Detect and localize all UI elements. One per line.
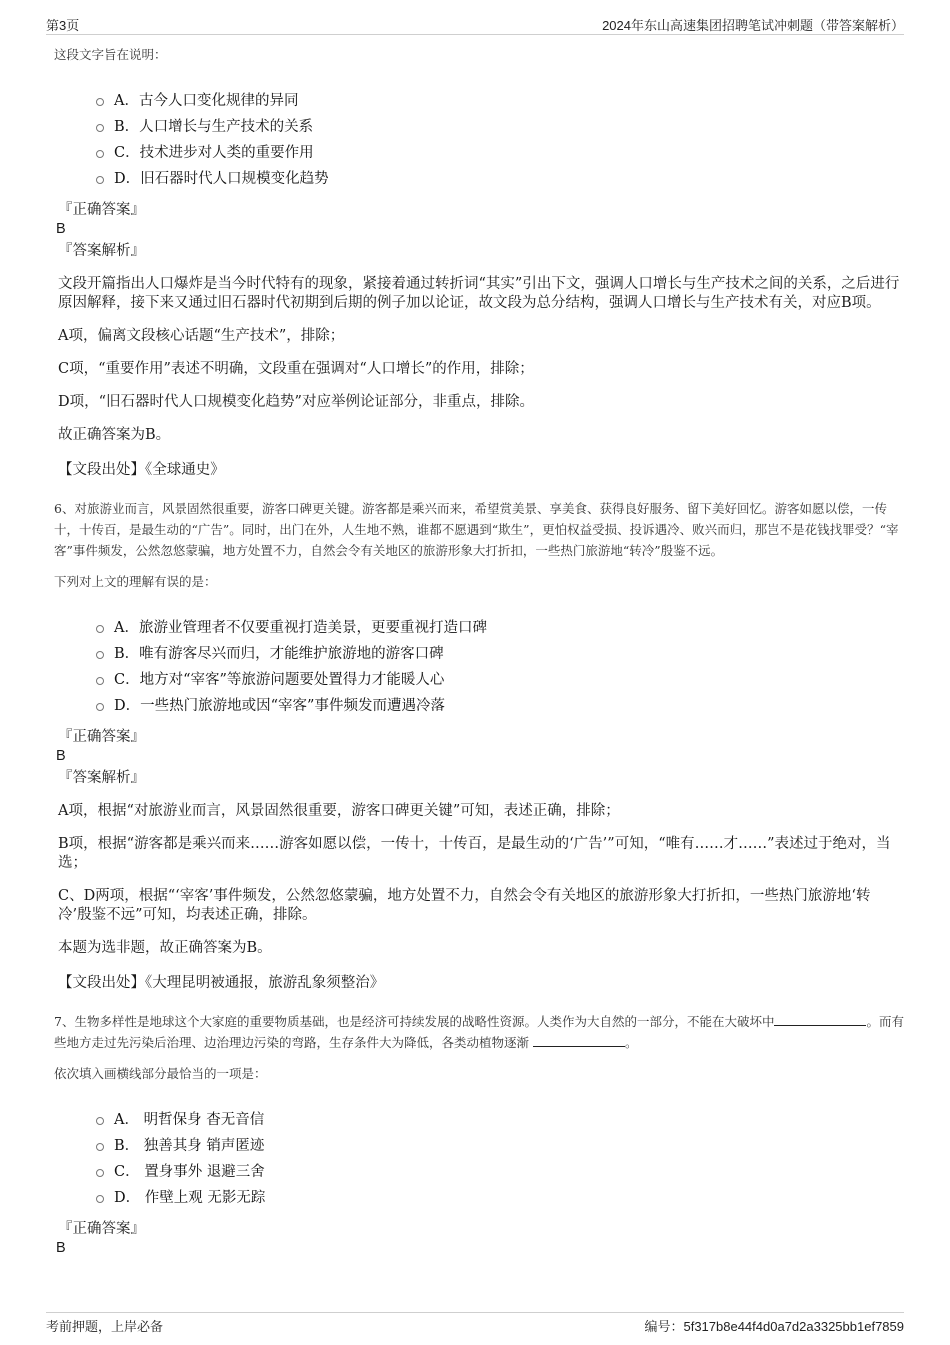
fill-blank — [533, 1034, 625, 1047]
analysis-paragraph: D项，“旧石器时代人口规模变化趋势”对应举例论证部分，非重点，排除。 — [58, 394, 534, 410]
correct-answer-label: 『正确答案』 — [58, 729, 145, 745]
option-label: D． 作壁上观 无影无踪 — [114, 1189, 266, 1206]
radio-icon[interactable] — [96, 703, 104, 711]
option-d[interactable] — [96, 164, 904, 190]
question-prompt: 这段文字旨在说明： — [54, 47, 167, 62]
analysis-paragraph: B项，根据“游客都是乘兴而来……游客如愿以偿，一传十，十传百，是最生动的‘广告’”可知，“唯有……才……”表述过于绝对，当选； — [58, 836, 891, 871]
option-label: D．一些热门旅游地或因“宰客”事件频发而遭遇冷落 — [114, 697, 445, 714]
option-a[interactable] — [96, 613, 904, 639]
radio-icon[interactable] — [96, 651, 104, 659]
radio-icon[interactable] — [96, 150, 104, 158]
option-d[interactable] — [96, 691, 904, 717]
page-header — [46, 14, 904, 35]
radio-icon[interactable] — [96, 176, 104, 184]
correct-answer-label: 『正确答案』 — [58, 202, 145, 218]
option-label: D．旧石器时代人口规模变化趋势 — [114, 170, 329, 187]
document-title: 2024年东山高速集团招聘笔试冲刺题（带答案解析） — [602, 18, 904, 33]
document-content — [54, 46, 904, 1258]
analysis-paragraph: A项，根据“对旅游业而言，风景固然很重要，游客口碑更关键”可知，表述正确，排除； — [58, 803, 620, 819]
radio-icon[interactable] — [96, 625, 104, 633]
option-label: A． 明哲保身 杳无音信 — [114, 1111, 265, 1128]
option-a[interactable] — [96, 86, 904, 112]
option-d[interactable] — [96, 1183, 904, 1209]
question-prompt: 下列对上文的理解有误的是： — [54, 574, 217, 589]
radio-icon[interactable] — [96, 1195, 104, 1203]
analysis-paragraph: 故正确答案为B。 — [58, 427, 171, 443]
question-text: 6、对旅游业而言，风景固然很重要，游客口碑更关键。游客都是乘兴而来，希望赏美景、享美食、获得良好服务、留下美好回忆。游客如愿以偿，一传十，十传百，是最生动的“广告”。同时，出门在外，人生地不熟，谁都不愿遇到“欺生”，更怕权益受损、投诉遇冷、败兴而归，那岂不是花钱找罪受？“宰客”事件频发，公然忽悠蒙骗，地方处置不力，自然会令有关地区的旅游形象大打折扣，一些热门旅游地“转冷”殷鉴不远。 — [54, 501, 899, 558]
question-5 — [54, 46, 904, 480]
option-label: B． 独善其身 销声匿迹 — [114, 1137, 265, 1154]
document-code — [644, 1316, 904, 1335]
analysis-label: 『答案解析』 — [58, 243, 145, 259]
code-value: 5f317b8e44f4d0a7d2a3325bb1ef7859 — [683, 1319, 904, 1334]
radio-icon[interactable] — [96, 1169, 104, 1177]
question-prompt: 依次填入画横线部分最恰当的一项是： — [54, 1066, 267, 1081]
fill-blank — [774, 1013, 866, 1026]
radio-icon[interactable] — [96, 677, 104, 685]
option-c[interactable] — [96, 665, 904, 691]
option-label: C．地方对“宰客”等旅游问题要处置得力才能暖人心 — [114, 671, 445, 688]
correct-answer-value: B — [56, 748, 66, 764]
question-7 — [54, 1011, 904, 1258]
option-label: A．古今人口变化规律的异同 — [114, 92, 299, 109]
question-text-part: 。而有些地方走过先污染后治理、边治理边污染的弯路，生存条件大为降低，各类动植物逐渐 — [54, 1014, 904, 1050]
option-c[interactable] — [96, 138, 904, 164]
radio-icon[interactable] — [96, 1143, 104, 1151]
question-text — [54, 1011, 904, 1053]
question-text-part: 7、生物多样性是地球这个大家庭的重要物质基础，也是经济可持续发展的战略性资源。人类作为大自然的一部分，不能在大破坏中 — [54, 1014, 775, 1029]
options-list — [96, 86, 904, 190]
radio-icon[interactable] — [96, 124, 104, 132]
source-citation: 【文段出处】《大理昆明被通报，旅游乱象须整治》 — [58, 975, 385, 991]
correct-answer-value: B — [56, 1240, 66, 1256]
question-6 — [54, 498, 904, 993]
option-label: B．唯有游客尽兴而归，才能维护旅游地的游客口碑 — [114, 645, 444, 662]
radio-icon[interactable] — [96, 1117, 104, 1125]
page-footer — [46, 1312, 904, 1335]
option-label: C．技术进步对人类的重要作用 — [114, 144, 314, 161]
option-b[interactable] — [96, 112, 904, 138]
option-label: B．人口增长与生产技术的关系 — [114, 118, 314, 135]
option-b[interactable] — [96, 639, 904, 665]
analysis-paragraph: C、D两项，根据“‘宰客’事件频发，公然忽悠蒙骗，地方处置不力，自然会令有关地区的旅游形象大打折扣，一些热门旅游地‘转冷’殷鉴不远”可知，均表述正确，排除。 — [58, 888, 871, 923]
option-label: C． 置身事外 退避三舍 — [114, 1163, 265, 1180]
option-b[interactable] — [96, 1131, 904, 1157]
analysis-paragraph: C项，“重要作用”表述不明确，文段重在强调对“人口增长”的作用，排除； — [58, 361, 534, 377]
option-a[interactable] — [96, 1105, 904, 1131]
analysis-paragraph: 文段开篇指出人口爆炸是当今时代特有的现象，紧接着通过转折词“其实”引出下文，强调人口增长与生产技术之间的关系，之后进行原因解释，接下来又通过旧石器时代初期到后期的例子加以论证，故文段为总分结构，强调人口增长与生产技术有关，对应B项。 — [58, 276, 900, 311]
source-citation: 【文段出处】《全球通史》 — [58, 462, 225, 478]
options-list — [96, 1105, 904, 1209]
footer-slogan: 考前押题，上岸必备 — [46, 1320, 164, 1335]
correct-answer-label: 『正确答案』 — [58, 1221, 145, 1237]
question-text-part: 。 — [625, 1035, 638, 1050]
code-label: 编号： — [644, 1320, 684, 1335]
analysis-label: 『答案解析』 — [58, 770, 145, 786]
analysis-paragraph: 本题为选非题，故正确答案为B。 — [58, 940, 272, 956]
options-list — [96, 613, 904, 717]
option-label: A．旅游业管理者不仅要重视打造美景，更要重视打造口碑 — [114, 619, 487, 636]
page-number: 第3页 — [46, 18, 80, 33]
correct-answer-value: B — [56, 221, 66, 237]
radio-icon[interactable] — [96, 98, 104, 106]
analysis-paragraph: A项，偏离文段核心话题“生产技术”，排除； — [58, 328, 345, 344]
option-c[interactable] — [96, 1157, 904, 1183]
